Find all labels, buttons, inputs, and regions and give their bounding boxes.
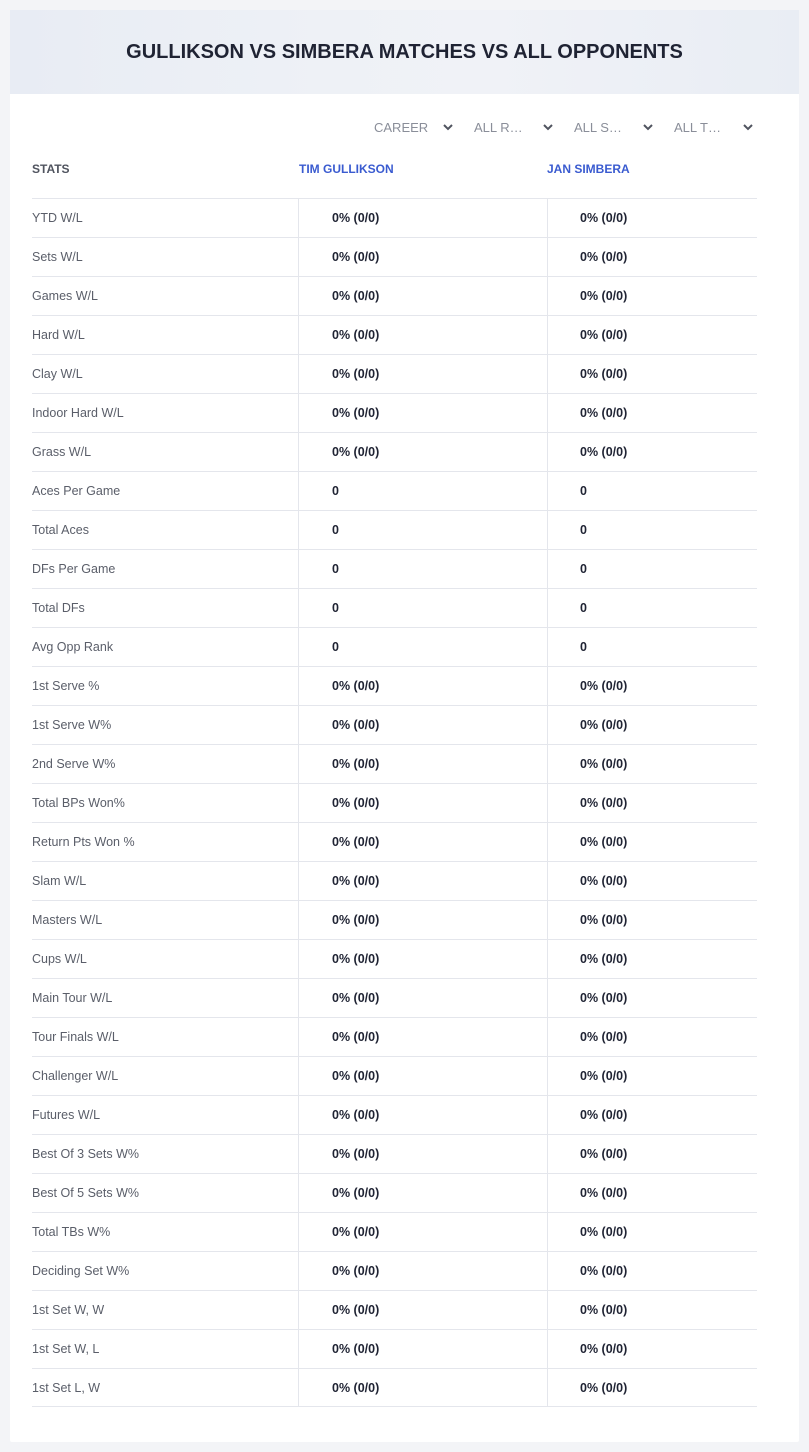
stat-label: Total TBs W% <box>32 1225 111 1239</box>
player1-stat-value: 0% (0/0) <box>298 979 547 1017</box>
table-row <box>32 315 757 354</box>
table-row <box>32 1134 757 1173</box>
chevron-down-icon <box>442 121 454 133</box>
stat-label: Cups W/L <box>32 952 87 966</box>
stats-table <box>32 198 757 1407</box>
player1-stat-value: 0% (0/0) <box>298 316 547 354</box>
player2-stat-value: 0% (0/0) <box>547 745 757 783</box>
chevron-down-icon <box>742 121 754 133</box>
filter-label: ALL S… <box>574 119 622 135</box>
player1-stat-value: 0% (0/0) <box>298 1174 547 1212</box>
filter-label: CAREER <box>374 119 429 135</box>
table-row <box>32 822 757 861</box>
player1-stat-value: 0 <box>298 511 547 549</box>
table-row <box>32 354 757 393</box>
player2-stat-value: 0% (0/0) <box>547 316 757 354</box>
player2-stat-value: 0 <box>547 472 757 510</box>
table-row <box>32 588 757 627</box>
stat-label: Games W/L <box>32 289 98 303</box>
player1-stat-value: 0% (0/0) <box>298 199 547 237</box>
player1-stat-value: 0% (0/0) <box>298 1135 547 1173</box>
stat-label: 1st Set W, L <box>32 1342 100 1356</box>
table-row <box>32 276 757 315</box>
table-row <box>32 432 757 471</box>
chevron-down-icon <box>642 121 654 133</box>
table-row <box>32 978 757 1017</box>
table-row <box>32 900 757 939</box>
player1-stat-value: 0% (0/0) <box>298 1252 547 1290</box>
player1-stat-value: 0% (0/0) <box>298 784 547 822</box>
player1-stat-value: 0 <box>298 472 547 510</box>
stat-label: Futures W/L <box>32 1108 101 1122</box>
player1-stat-value: 0% (0/0) <box>298 433 547 471</box>
filter-career-select[interactable] <box>374 117 474 137</box>
stat-label: Tour Finals W/L <box>32 1030 119 1044</box>
table-row <box>32 237 757 276</box>
table-row <box>32 1056 757 1095</box>
chevron-down-icon <box>542 121 554 133</box>
table-row <box>32 1212 757 1251</box>
stats-column-header: STATS <box>32 162 70 176</box>
filter-rounds-select[interactable] <box>474 117 574 137</box>
player2-stat-value: 0% (0/0) <box>547 862 757 900</box>
stat-label: 1st Serve % <box>32 679 100 693</box>
player2-stat-value: 0% (0/0) <box>547 433 757 471</box>
stat-label: 1st Serve W% <box>32 718 112 732</box>
player2-stat-value: 0% (0/0) <box>547 784 757 822</box>
table-row <box>32 744 757 783</box>
player1-stat-value: 0 <box>298 589 547 627</box>
stat-label: Challenger W/L <box>32 1069 119 1083</box>
player2-stat-value: 0% (0/0) <box>547 1174 757 1212</box>
player2-stat-value: 0 <box>547 511 757 549</box>
player1-stat-value: 0% (0/0) <box>298 1291 547 1329</box>
table-row <box>32 939 757 978</box>
stat-label: Deciding Set W% <box>32 1264 130 1278</box>
player2-stat-value: 0% (0/0) <box>547 1330 757 1368</box>
player1-column-header[interactable]: TIM GULLIKSON <box>299 162 394 176</box>
player2-stat-value: 0% (0/0) <box>547 901 757 939</box>
player1-stat-value: 0% (0/0) <box>298 706 547 744</box>
table-row <box>32 1290 757 1329</box>
player2-stat-value: 0% (0/0) <box>547 1252 757 1290</box>
filter-label: ALL R… <box>474 119 523 135</box>
table-row <box>32 393 757 432</box>
player2-stat-value: 0% (0/0) <box>547 1135 757 1173</box>
player1-stat-value: 0% (0/0) <box>298 667 547 705</box>
stat-label: Clay W/L <box>32 367 83 381</box>
player1-stat-value: 0% (0/0) <box>298 1057 547 1095</box>
stat-label: Main Tour W/L <box>32 991 113 1005</box>
player1-stat-value: 0% (0/0) <box>298 1213 547 1251</box>
table-row <box>32 1095 757 1134</box>
page-header <box>10 10 799 94</box>
player1-stat-value: 0% (0/0) <box>298 1330 547 1368</box>
player2-stat-value: 0% (0/0) <box>547 979 757 1017</box>
player1-stat-value: 0% (0/0) <box>298 745 547 783</box>
stat-label: Total DFs <box>32 601 85 615</box>
stat-label: Total Aces <box>32 523 89 537</box>
stat-label: Best Of 3 Sets W% <box>32 1147 139 1161</box>
stat-label: Return Pts Won % <box>32 835 135 849</box>
player1-stat-value: 0% (0/0) <box>298 1096 547 1134</box>
player2-stat-value: 0% (0/0) <box>547 1291 757 1329</box>
player2-stat-value: 0 <box>547 628 757 666</box>
player1-stat-value: 0% (0/0) <box>298 862 547 900</box>
player2-stat-value: 0% (0/0) <box>547 199 757 237</box>
player1-stat-value: 0% (0/0) <box>298 940 547 978</box>
player2-stat-value: 0% (0/0) <box>547 940 757 978</box>
table-row <box>32 471 757 510</box>
stat-label: YTD W/L <box>32 211 83 225</box>
table-row <box>32 666 757 705</box>
filter-tournaments-select[interactable] <box>674 117 774 137</box>
stat-label: 2nd Serve W% <box>32 757 116 771</box>
player2-stat-value: 0% (0/0) <box>547 1096 757 1134</box>
stat-label: DFs Per Game <box>32 562 116 576</box>
stat-label: Masters W/L <box>32 913 103 927</box>
stat-label: Slam W/L <box>32 874 87 888</box>
filter-bar <box>374 117 774 137</box>
player1-stat-value: 0% (0/0) <box>298 901 547 939</box>
table-row <box>32 1173 757 1212</box>
stat-label: 1st Set W, W <box>32 1303 105 1317</box>
table-row <box>32 861 757 900</box>
stat-label: Aces Per Game <box>32 484 121 498</box>
table-row <box>32 510 757 549</box>
table-header <box>32 162 757 198</box>
player2-stat-value: 0% (0/0) <box>547 238 757 276</box>
stat-label: Best Of 5 Sets W% <box>32 1186 139 1200</box>
stat-label: Hard W/L <box>32 328 85 342</box>
player1-stat-value: 0 <box>298 628 547 666</box>
player2-stat-value: 0% (0/0) <box>547 1369 757 1407</box>
table-row <box>32 1368 757 1407</box>
player2-stat-value: 0% (0/0) <box>547 1213 757 1251</box>
stat-label: Sets W/L <box>32 250 83 264</box>
stat-label: 1st Set L, W <box>32 1381 101 1395</box>
table-row <box>32 1329 757 1368</box>
player2-stat-value: 0% (0/0) <box>547 667 757 705</box>
filter-label: ALL T… <box>674 119 721 135</box>
player2-stat-value: 0% (0/0) <box>547 706 757 744</box>
table-row <box>32 1017 757 1056</box>
filter-surfaces-select[interactable] <box>574 117 674 137</box>
table-row <box>32 705 757 744</box>
player2-column-header[interactable]: JAN SIMBERA <box>547 162 630 176</box>
table-row <box>32 627 757 666</box>
player2-stat-value: 0% (0/0) <box>547 1018 757 1056</box>
player2-stat-value: 0 <box>547 589 757 627</box>
player1-stat-value: 0% (0/0) <box>298 823 547 861</box>
player1-stat-value: 0 <box>298 550 547 588</box>
player1-stat-value: 0% (0/0) <box>298 355 547 393</box>
stat-label: Indoor Hard W/L <box>32 406 124 420</box>
player2-stat-value: 0% (0/0) <box>547 277 757 315</box>
table-row <box>32 198 757 237</box>
player1-stat-value: 0% (0/0) <box>298 1369 547 1407</box>
player2-stat-value: 0% (0/0) <box>547 394 757 432</box>
player2-stat-value: 0 <box>547 550 757 588</box>
player2-stat-value: 0% (0/0) <box>547 1057 757 1095</box>
table-row <box>32 549 757 588</box>
stat-label: Grass W/L <box>32 445 92 459</box>
table-row <box>32 783 757 822</box>
table-row <box>32 1251 757 1290</box>
player1-stat-value: 0% (0/0) <box>298 394 547 432</box>
page-title: GULLIKSON VS SIMBERA MATCHES VS ALL OPPONENTS <box>126 40 683 63</box>
stat-label: Total BPs Won% <box>32 796 125 810</box>
player1-stat-value: 0% (0/0) <box>298 277 547 315</box>
player2-stat-value: 0% (0/0) <box>547 823 757 861</box>
stat-label: Avg Opp Rank <box>32 640 114 654</box>
player2-stat-value: 0% (0/0) <box>547 355 757 393</box>
player1-stat-value: 0% (0/0) <box>298 238 547 276</box>
player1-stat-value: 0% (0/0) <box>298 1018 547 1056</box>
